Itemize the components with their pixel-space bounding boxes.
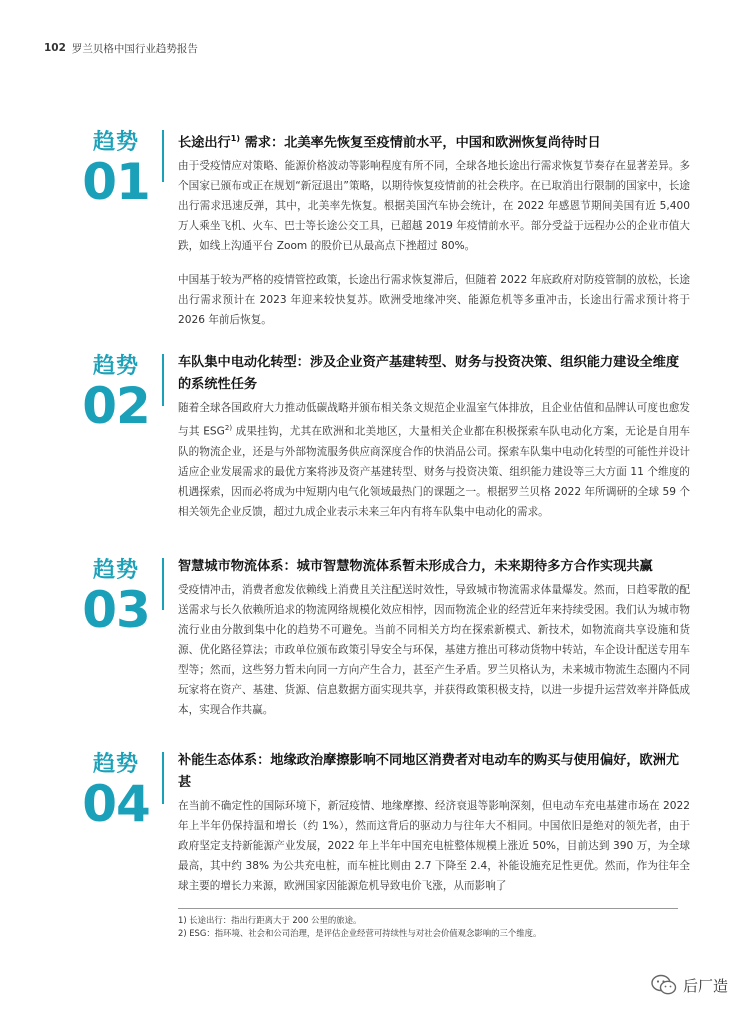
trend-word: 趋势 — [92, 752, 139, 777]
trend-word: 趋势 — [92, 130, 139, 155]
trend-word: 趋势 — [92, 354, 139, 379]
trend-divider — [162, 558, 164, 610]
trend-word: 趋势 — [92, 558, 139, 583]
page-number: 102 — [44, 42, 66, 54]
trend-label — [70, 128, 162, 330]
trend-heading: 补能生态体系：地缘政治摩擦影响不同地区消费者对电动车的购买与使用偏好，欧洲尤甚 — [178, 753, 680, 790]
report-title: 罗兰贝格中国行业趋势报告 — [71, 42, 198, 55]
wechat-watermark — [651, 974, 728, 996]
trend-body — [178, 556, 690, 720]
watermark-text: 后厂造 — [682, 976, 728, 995]
paragraph: 随着全球各国政府大力推动低碳战略并颁布相关条文规范企业温室气体排放，且企业估值和品牌认可度也愈发与其 ESG$^{2)}$ 成果挂钩，尤其在欧洲和北美地区，大量相关企业都在积极探索车队电动化方案，无论是自用车队的物流企业，还是与外部物流服务供应商深度合作的快消品公司。探索车队集中电动化转型的可能性并设计适应企业发展需求的最优方案将涉及资产基建转型、财务与投资决策、组织能力建设等三大方面 11 个维度的机遇探索，因而必将成为中短期内电气化领域最热门的课题之一。根据罗兰贝格 2022 年所调研的全球 59 个相关领先企业反馈，超过九成企业表示未来三年内有将车队集中电动化的需求。 — [178, 402, 690, 518]
footnote-2: 2) ESG：指环境、社会和公司治理，是评估企业经营可持续性与对社会价值观念影响的三个维度。 — [178, 928, 542, 938]
trend-number: 01 — [82, 153, 150, 211]
trend-divider — [162, 130, 164, 182]
trend-label — [70, 352, 162, 522]
trend-number: 02 — [82, 377, 150, 435]
page-header — [44, 40, 198, 56]
trend-body — [178, 352, 690, 522]
trend-number: 03 — [82, 581, 150, 639]
trend-number: 04 — [82, 775, 150, 833]
trend-heading: 智慧城市物流体系：城市智慧物流体系暂未形成合力，未来期待多方合作实现共赢 — [178, 559, 653, 574]
trend-heading: 长途出行$^{1)}$ 需求：北美率先恢复至疫情前水平，中国和欧洲恢复尚待时日 — [178, 134, 601, 151]
paragraph: 由于受疫情应对策略、能源价格波动等影响程度有所不同，全球各地长途出行需求恢复节奏存在显著差异。多个国家已颁布或正在规划“新冠退出”策略，以期待恢复疫情前的社会秩序。在已取消出行限制的国家中，长途出行需求迅速反弹，其中，北美率先恢复。根据美国汽车协会统计，在 2022 年感恩节期间美国有近 5,400 万人乘坐飞机、火车、巴士等长途公交工具，已超越 2019 年疫情前水平。部分受益于远程办公的企业市值大跌，如线上沟通平台 Zoom 的股价已从最高点下挫超过 80%。 — [178, 160, 690, 253]
trend-label — [70, 556, 162, 720]
trend-divider — [162, 354, 164, 406]
trend-body — [178, 128, 690, 330]
trend-02 — [70, 352, 690, 522]
paragraph: 在当前不确定性的国际环境下，新冠疫情、地缘摩擦、经济衰退等影响深刻，但电动车充电基建市场在 2022 年上半年仍保持温和增长（约 1%），然而这背后的驱动力与往年大不相同。中国依旧是绝对的领先者，由于政府坚定支持新能源产业发展，2022 年上半年中国充电桩整体规模上涨近 50%，目前达到 390 万，为全球最高，其中约 38% 为公共充电桩，而车桩比则由 2.7 下降至 2.4，补能设施充足性更优。然而，作为往年全球主要的增长力来源，欧洲国家因能源危机导致电价飞涨，从而影响了 — [178, 800, 690, 892]
trend-heading: 车队集中电动化转型：涉及企业资产基建转型、财务与投资决策、组织能力建设全维度的系统性任务 — [178, 355, 680, 392]
trend-01 — [70, 128, 690, 330]
trend-04 — [70, 750, 690, 896]
footnote-divider — [178, 908, 678, 909]
trend-03 — [70, 556, 690, 720]
footnotes — [178, 914, 541, 940]
trend-body — [178, 750, 690, 896]
trend-divider — [162, 752, 164, 804]
paragraph: 受疫情冲击，消费者愈发依赖线上消费且关注配送时效性，导致城市物流需求体量爆发。然而，日趋零散的配送需求与长久依赖所追求的物流网络规模化效应相悖，因而物流企业的经营近年来持续受困。我们认为城市物流行业由分散到集中化的趋势不可避免。当前不同相关方均在探索新模式、新技术，如物流商共享设施和货源、优化路径算法；市政单位颁布政策引导安全与环保，基建方推出可移动货物中转站，车企设计配送专用车型等；然而，这些努力暂未向同一方向产生合力，甚至产生矛盾。罗兰贝格认为，未来城市物流生态圈内不同玩家将在资产、基建、货源、信息数据方面实现共享，并获得政策积极支持，以进一步提升运营效率并降低成本，实现合作共赢。 — [178, 584, 690, 716]
trend-label — [70, 750, 162, 896]
footnote-1: 1) 长途出行：指出行距离大于 200 公里的旅途。 — [178, 915, 362, 925]
wechat-icon — [651, 974, 677, 996]
paragraph: 中国基于较为严格的疫情管控政策，长途出行需求恢复滞后，但随着 2022 年底政府对防疫管制的放松，长途出行需求预计在 2023 年迎来较快复苏。欧洲受地缘冲突、能源危机等多重冲击，长途出行需求预计将于 2026 年前后恢复。 — [178, 274, 690, 327]
